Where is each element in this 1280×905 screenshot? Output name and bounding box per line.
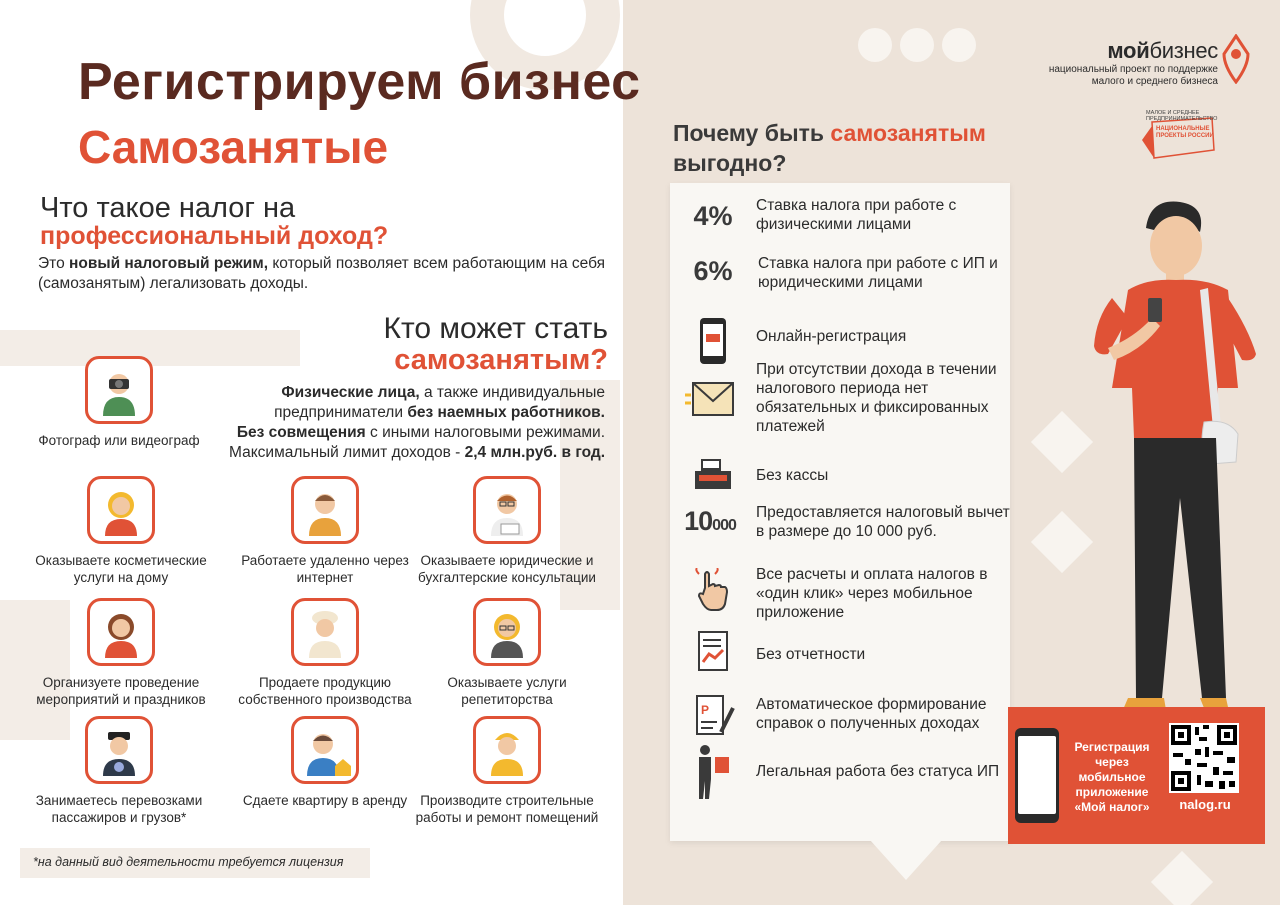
nalog-link[interactable]: nalog.ru (1179, 797, 1231, 812)
activity-label: Сдаете квартиру в аренду (242, 793, 408, 808)
benefit-item (680, 694, 1010, 734)
decor-dot (900, 28, 934, 62)
activity-label: Производите строительные работы и ремонт помещений (415, 793, 599, 826)
phone-app-icon (1015, 728, 1059, 823)
driver-icon (85, 716, 153, 784)
logo-tagline-line2: малого и среднего бизнеса (1091, 76, 1218, 87)
beautician-icon (87, 476, 155, 544)
benefit-item (680, 361, 1010, 435)
benefit-text: Ставка налога при работе с физическими лицами (756, 197, 957, 233)
activity-label: Продаете продукцию собственного производства (238, 675, 412, 708)
logo-name-rest: бизнес (1149, 38, 1218, 63)
builder-icon (473, 716, 541, 784)
moi-biznes-logo (1048, 38, 1218, 88)
svg-text:P: P (701, 703, 710, 717)
activity-photographer (19, 356, 219, 449)
what-is-text-rest: который позволяет всем работающим на себя (самозанятым) легализовать доходы. (38, 255, 606, 293)
rate-4-badge: 4% (693, 201, 733, 231)
logo-name-bold: мой (1107, 38, 1150, 63)
activity-driver (19, 716, 219, 827)
document-pen-icon (680, 694, 746, 738)
consultant-icon (473, 476, 541, 544)
benefit-text: Без кассы (756, 467, 829, 484)
logo-name (1048, 38, 1218, 64)
benefit-item (680, 457, 1010, 497)
benefit-item (680, 566, 1010, 621)
who-can-heading-line2: самозанятым? (394, 343, 608, 376)
why-heading (673, 118, 986, 179)
activity-landlord (225, 716, 425, 809)
photographer-icon (85, 356, 153, 424)
activity-label: Работаете удаленно через интернет (241, 553, 409, 586)
who-can-p1-mid: а также индивидуальные предприниматели (274, 384, 605, 422)
what-is-text-bold: новый налоговый режим, (69, 255, 269, 272)
why-heading-prefix: Почему быть (673, 120, 831, 146)
activity-remote-worker (225, 476, 425, 587)
who-can-p2-rest: с иными налоговыми режимами. (365, 424, 605, 442)
benefit-item (680, 316, 1010, 356)
benefit-item (680, 504, 1010, 544)
why-heading-highlight: самозанятым (830, 120, 986, 146)
activity-builder (407, 716, 607, 827)
report-chart-icon (680, 630, 746, 672)
benefit-item (680, 630, 1010, 670)
activity-producer (225, 598, 425, 709)
activity-label: Фотограф или видеограф (38, 433, 200, 448)
national-projects-logo (1142, 110, 1227, 166)
what-is-heading (40, 193, 388, 250)
remote-worker-icon (291, 476, 359, 544)
envelope-icon (680, 377, 746, 421)
benefit-text: Ставка налога при работе с ИП и юридическими лицами (758, 255, 998, 291)
deduction-badge-main: 10 (684, 506, 713, 536)
what-is-text (38, 254, 618, 294)
rate-6-badge: 6% (693, 256, 733, 286)
logo-tagline-line1: национальный проект по поддержке (1048, 64, 1218, 75)
deduction-10000-badge (684, 506, 736, 537)
why-heading-line2: выгодно? (673, 150, 787, 177)
benefit-item (680, 743, 1010, 783)
man-with-phone-illustration (1088, 198, 1263, 733)
who-can-p3-bold: 2,4 млн.руб. в год. (464, 444, 605, 462)
deduction-badge-small: 000 (712, 517, 736, 534)
qr-code-icon[interactable] (1169, 723, 1239, 793)
person-sign-icon (680, 743, 746, 801)
national-projects-line1: МАЛОЕ И СРЕДНЕЕ ПРЕДПРИНИМАТЕЛЬСТВО (1146, 110, 1218, 123)
who-can-heading-line1: Кто может стать (383, 312, 608, 345)
who-can-p2-bold: Без совмещения (236, 424, 366, 442)
who-can-p1-bold: Физические лица, (281, 384, 420, 401)
national-projects-line2: НАЦИОНАЛЬНЫЕ ПРОЕКТЫ РОССИИ (1156, 126, 1214, 139)
benefit-text: Автоматическое формирование справок о полученных доходах (756, 696, 987, 732)
what-is-heading-line1: Что такое налог на (40, 192, 296, 224)
landlord-icon (291, 716, 359, 784)
event-organizer-icon (87, 598, 155, 666)
tap-hand-icon (680, 568, 746, 612)
decor-dot (858, 28, 892, 62)
rocket-pin-icon (1222, 34, 1250, 89)
benefit-text: Все расчеты и оплата налогов в «один клик» через мобильное приложение (756, 566, 988, 621)
who-can-text (165, 383, 605, 464)
cash-register-icon (680, 457, 746, 493)
what-is-text-prefix: Это (38, 255, 69, 272)
page-subtitle: Самозанятые (78, 121, 389, 173)
tutor-icon (473, 598, 541, 666)
benefit-item (680, 197, 1010, 237)
activity-label: Оказываете юридические и бухгалтерские консультации (418, 553, 596, 586)
smartphone-icon (680, 316, 746, 366)
who-can-p3-prefix: Максимальный лимит доходов - (229, 444, 465, 462)
producer-icon (291, 598, 359, 666)
decor-dot (942, 28, 976, 62)
benefit-text: Легальная работа без статуса ИП (756, 763, 1000, 780)
benefit-item (680, 255, 1010, 295)
who-can-p1-bold2: без наемных работников. (407, 404, 605, 422)
activity-event-organizer (21, 598, 221, 709)
activity-beautician (21, 476, 221, 587)
activity-label: Организуете проведение мероприятий и праздников (36, 675, 206, 708)
activity-consultant (407, 476, 607, 587)
page-title: Регистрируем бизнес (78, 53, 641, 111)
who-can-heading (383, 313, 608, 375)
benefit-text: Онлайн-регистрация (756, 328, 907, 345)
benefits-card-tail (870, 840, 942, 880)
benefit-text: Предоставляется налоговый вычет в размере до 10 000 руб. (756, 504, 1010, 540)
activity-label: Занимаетесь перевозками пассажиров и грузов* (35, 793, 203, 826)
activity-tutor (407, 598, 607, 709)
benefit-text: Без отчетности (756, 646, 866, 663)
activity-label: Оказываете услуги репетиторства (447, 675, 567, 708)
banner-text: Регистрация через мобильное приложение «Мой налог» (1074, 740, 1150, 814)
what-is-heading-line2: профессиональный доход? (40, 222, 389, 251)
activity-label: Оказываете косметические услуги на дому (35, 553, 207, 586)
footnote: *на данный вид деятельности требуется лицензия (33, 855, 344, 869)
benefit-text: При отсутствии дохода в течении налогового периода нет обязательных и фиксированных платежей (756, 361, 997, 435)
